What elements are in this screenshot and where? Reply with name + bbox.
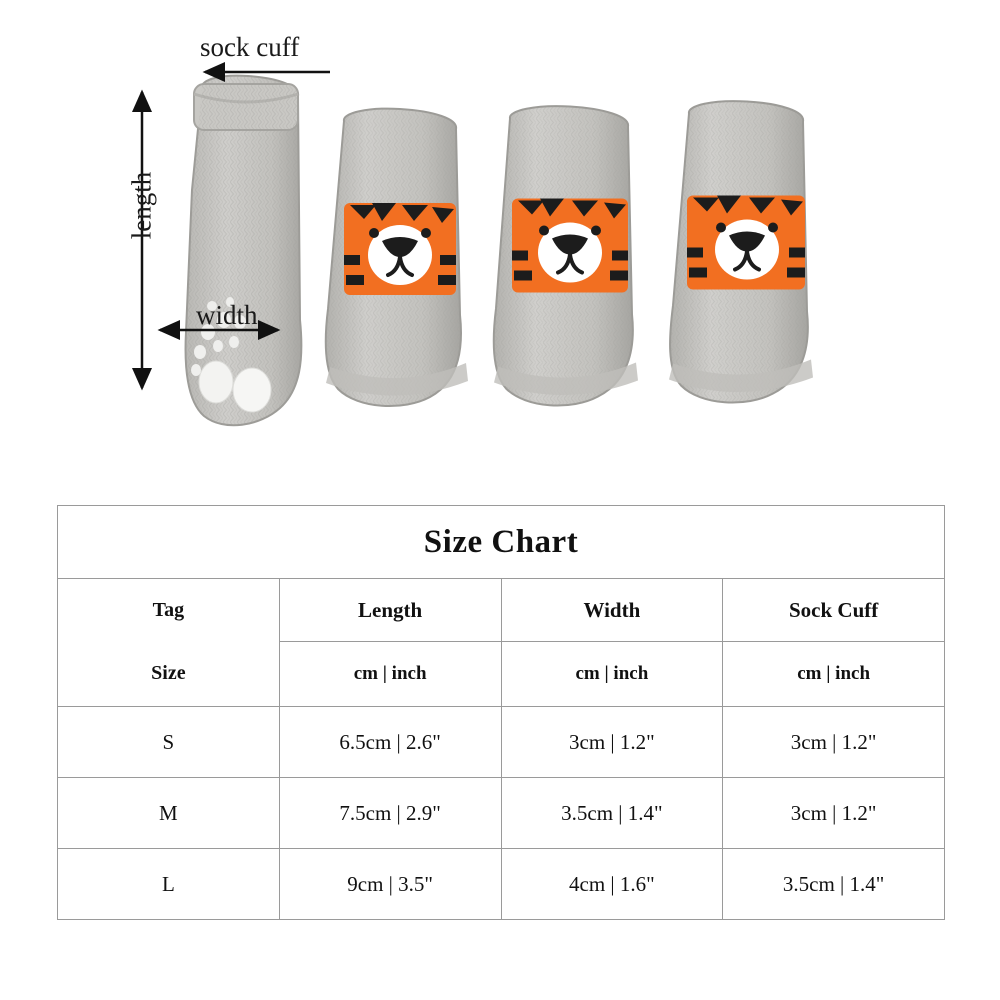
sock-tiger-face-3 (655, 95, 835, 420)
table-header-row (58, 579, 945, 642)
size-chart-title: Size Chart (58, 506, 945, 579)
tiger-face-motif (512, 199, 628, 293)
row-m-length: 7.5cm | 2.9" (279, 778, 501, 849)
header-tag-line2: Size (58, 642, 280, 707)
header-tag-line1: Tag (58, 579, 280, 642)
table-row (58, 707, 945, 778)
size-chart (57, 505, 945, 920)
annotation-width: width (196, 300, 258, 330)
size-chart-table (57, 505, 945, 920)
unit-sock-cuff: cm | inch (723, 642, 945, 707)
header-sock-cuff: Sock Cuff (723, 579, 945, 642)
table-unit-row (58, 642, 945, 707)
row-m-cuff: 3cm | 1.2" (723, 778, 945, 849)
header-length: Length (279, 579, 501, 642)
row-tag-l: L (58, 849, 280, 920)
row-tag-m: M (58, 778, 280, 849)
row-m-width: 3.5cm | 1.4" (501, 778, 723, 849)
row-l-length: 9cm | 3.5" (279, 849, 501, 920)
sock-tiger-face-2 (480, 100, 660, 425)
header-width: Width (501, 579, 723, 642)
product-illustration (0, 0, 1000, 495)
row-s-length: 6.5cm | 2.6" (279, 707, 501, 778)
row-l-cuff: 3.5cm | 1.4" (723, 849, 945, 920)
annotation-length: length (126, 171, 157, 240)
table-row (58, 849, 945, 920)
unit-length: cm | inch (279, 642, 501, 707)
table-title-row (58, 506, 945, 579)
unit-width: cm | inch (501, 642, 723, 707)
row-tag-s: S (58, 707, 280, 778)
tiger-face-motif (687, 196, 805, 290)
tiger-face-motif (344, 203, 456, 295)
row-s-width: 3cm | 1.2" (501, 707, 723, 778)
row-l-width: 4cm | 1.6" (501, 849, 723, 920)
sock-tiger-face-1 (310, 105, 490, 425)
row-s-cuff: 3cm | 1.2" (723, 707, 945, 778)
annotation-sock-cuff: sock cuff (200, 32, 300, 62)
table-row (58, 778, 945, 849)
